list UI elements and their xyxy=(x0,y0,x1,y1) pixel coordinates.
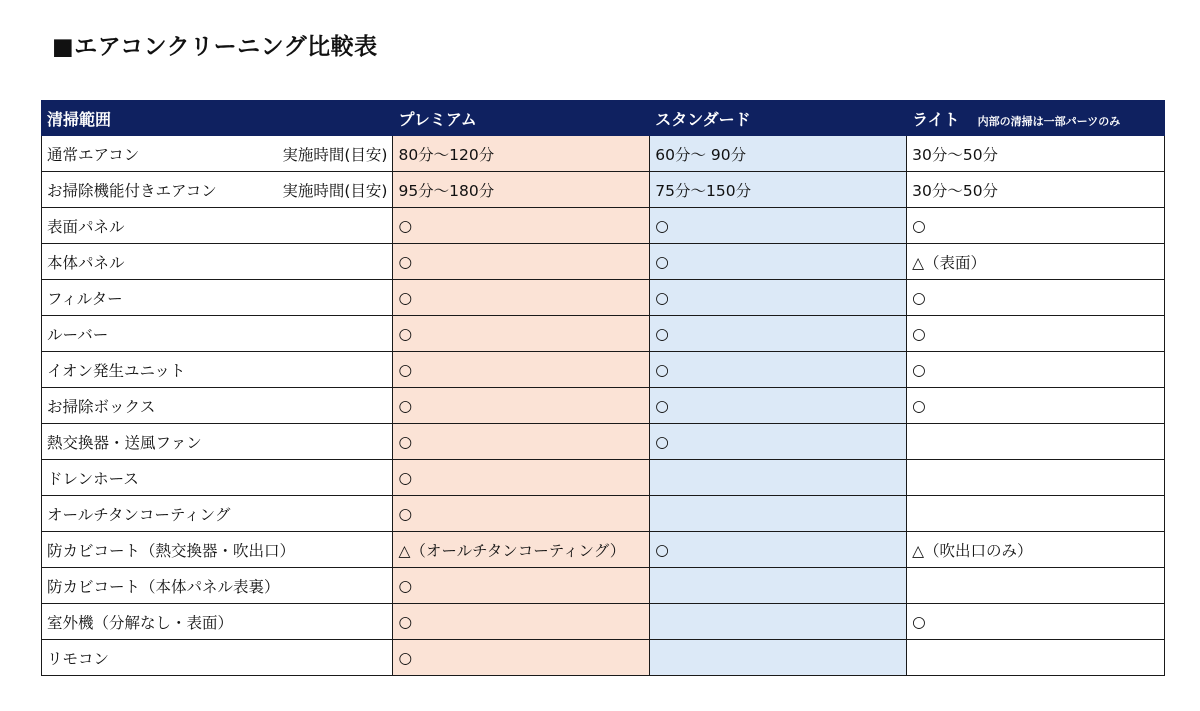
cell-lite xyxy=(907,496,1165,532)
row-label: イオン発生ユニット xyxy=(42,352,393,388)
cell-standard: ○ xyxy=(650,244,907,280)
row-label: 防カビコート（本体パネル表裏） xyxy=(42,568,393,604)
cell-premium: ○ xyxy=(393,424,650,460)
table-row xyxy=(42,244,1165,280)
cell-standard xyxy=(650,460,907,496)
cell-standard: ○ xyxy=(650,280,907,316)
cell-standard: ○ xyxy=(650,424,907,460)
row-label: フィルター xyxy=(42,280,393,316)
cell-premium: ○ xyxy=(393,640,650,676)
cell-premium: ○ xyxy=(393,352,650,388)
table-row xyxy=(42,496,1165,532)
page-title: ■エアコンクリーニング比較表 xyxy=(52,34,378,60)
cell-standard xyxy=(650,604,907,640)
row-label: オールチタンコーティング xyxy=(42,496,393,532)
table-row xyxy=(42,208,1165,244)
cell-premium: ○ xyxy=(393,388,650,424)
header-standard: スタンダード xyxy=(650,101,907,136)
header-row xyxy=(42,101,1165,136)
table-row xyxy=(42,136,1165,172)
header-scope: 清掃範囲 xyxy=(42,101,393,136)
row-label xyxy=(42,172,393,208)
row-label: リモコン xyxy=(42,640,393,676)
cell-premium: ○ xyxy=(393,316,650,352)
table-row xyxy=(42,316,1165,352)
header-lite-note: 内部の清掃は一部パーツのみ xyxy=(977,114,1121,128)
cell-premium: ○ xyxy=(393,244,650,280)
row-label-text: お掃除機能付きエアコン xyxy=(47,181,217,200)
header-premium: プレミアム xyxy=(393,101,650,136)
cell-lite: 30分～50分 xyxy=(907,172,1165,208)
table-row xyxy=(42,352,1165,388)
cell-standard: 75分～150分 xyxy=(650,172,907,208)
cell-premium: ○ xyxy=(393,208,650,244)
cell-standard: ○ xyxy=(650,352,907,388)
row-label: ドレンホース xyxy=(42,460,393,496)
table-row xyxy=(42,568,1165,604)
cell-premium: ○ xyxy=(393,280,650,316)
cell-premium: ○ xyxy=(393,496,650,532)
row-label: 表面パネル xyxy=(42,208,393,244)
time-label: 実施時間(目安) xyxy=(282,145,388,164)
cell-standard: ○ xyxy=(650,388,907,424)
cell-premium: △（オールチタンコーティング） xyxy=(393,532,650,568)
row-label: ルーバー xyxy=(42,316,393,352)
table-row xyxy=(42,172,1165,208)
table-row xyxy=(42,280,1165,316)
cell-lite xyxy=(907,640,1165,676)
table-row xyxy=(42,604,1165,640)
row-label: 防カビコート（熱交換器・吹出口） xyxy=(42,532,393,568)
cell-lite: ○ xyxy=(907,208,1165,244)
cell-standard: 60分～ 90分 xyxy=(650,136,907,172)
cell-lite: ○ xyxy=(907,352,1165,388)
cell-standard: ○ xyxy=(650,208,907,244)
table-row xyxy=(42,388,1165,424)
cell-lite: ○ xyxy=(907,604,1165,640)
cell-lite: ○ xyxy=(907,316,1165,352)
header-lite xyxy=(907,101,1165,136)
time-label: 実施時間(目安) xyxy=(282,181,388,200)
cell-standard xyxy=(650,640,907,676)
cell-lite: △（表面） xyxy=(907,244,1165,280)
cell-lite xyxy=(907,460,1165,496)
row-label: お掃除ボックス xyxy=(42,388,393,424)
cell-premium: ○ xyxy=(393,460,650,496)
cell-lite: ○ xyxy=(907,388,1165,424)
table-row xyxy=(42,424,1165,460)
row-label: 室外機（分解なし・表面） xyxy=(42,604,393,640)
cell-premium: 95分～180分 xyxy=(393,172,650,208)
cell-premium: ○ xyxy=(393,604,650,640)
row-label: 本体パネル xyxy=(42,244,393,280)
cell-standard: ○ xyxy=(650,316,907,352)
cell-standard xyxy=(650,568,907,604)
cell-lite: ○ xyxy=(907,280,1165,316)
row-label-text: 通常エアコン xyxy=(47,145,140,164)
cell-lite xyxy=(907,424,1165,460)
cell-lite: △（吹出口のみ） xyxy=(907,532,1165,568)
row-label xyxy=(42,136,393,172)
table-row xyxy=(42,640,1165,676)
header-lite-label: ライト xyxy=(912,109,960,129)
cell-premium: 80分～120分 xyxy=(393,136,650,172)
cell-lite xyxy=(907,568,1165,604)
table-row xyxy=(42,532,1165,568)
table-row xyxy=(42,460,1165,496)
row-label: 熱交換器・送風ファン xyxy=(42,424,393,460)
comparison-table xyxy=(41,100,1165,676)
cell-premium: ○ xyxy=(393,568,650,604)
cell-lite: 30分～50分 xyxy=(907,136,1165,172)
cell-standard: ○ xyxy=(650,532,907,568)
cell-standard xyxy=(650,496,907,532)
